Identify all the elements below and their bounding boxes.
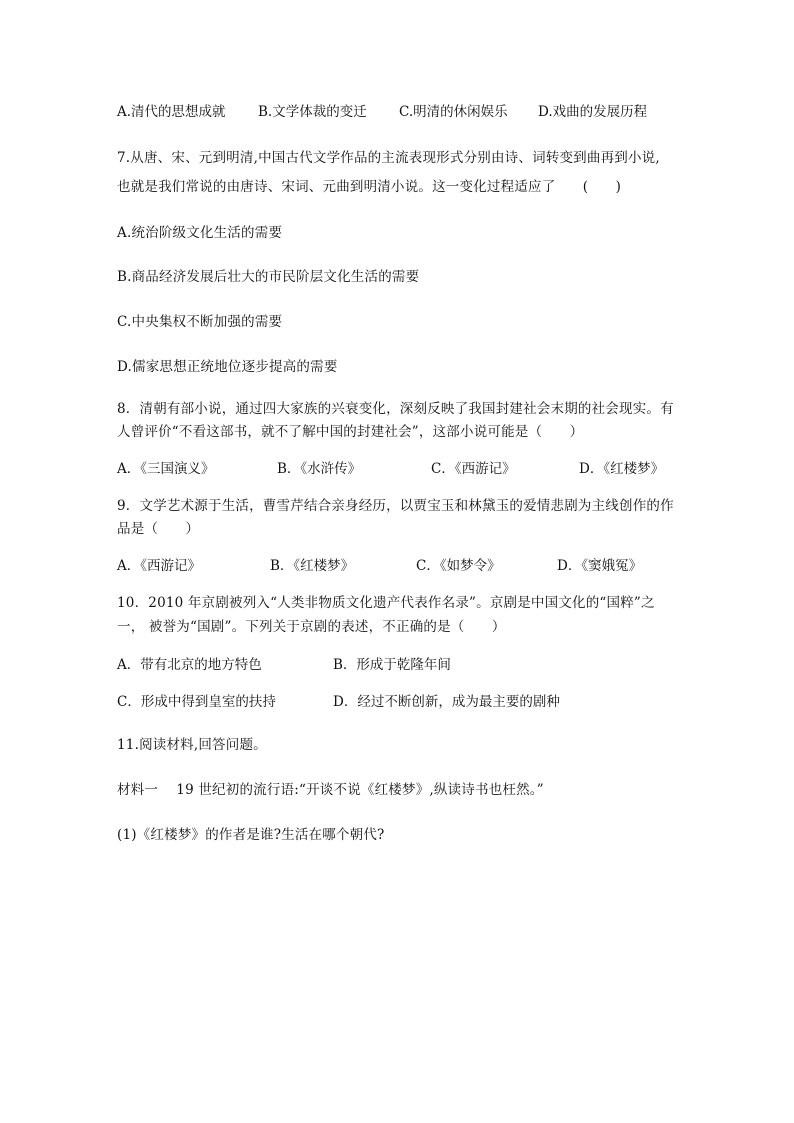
q9-option-c: C．《如梦令》 [416,558,501,574]
q10-option-a: A．带有北京的地方特色 [117,657,262,673]
q10-option-d: D．经过不断创新，成为最主要的剧种 [333,694,560,710]
q8-stem-line2: 人曾评价“不看这部书，就不了解中国的封建社会”，这部小说可能是（ ） [117,424,584,440]
q8-stem-line1: 8．清朝有部小说，通过四大家族的兴衰变化，深刻反映了我国封建社会末期的社会现实。有 [117,401,674,417]
q11-sub1: (1)《红楼梦》的作者是谁?生活在哪个朝代? [117,827,385,843]
q8-option-d: D．《红楼梦》 [579,461,665,477]
q9-option-d: D．《窦娥冤》 [557,558,643,574]
q10-stem-line1: 10．2010 年京剧被列入“人类非物质文化遗产代表作名录”。京剧是中国文化的“国粹”之 [117,595,655,611]
q9-option-a: A．《西游记》 [117,558,201,574]
q6-option-c: C.明清的休闲娱乐 [399,104,508,120]
q8-option-b: B．《水浒传》 [277,461,362,477]
q11-material1: 材料一 19 世纪初的流行语:“开谈不说《红楼梦》,纵读诗书也枉然。” [117,782,544,798]
q8-option-a: A．《三国演义》 [117,461,215,477]
q8-option-c: C．《西游记》 [431,461,516,477]
q10-option-c: C．形成中得到皇室的扶持 [117,694,276,710]
q7-option-a: A.统治阶级文化生活的需要 [117,225,283,241]
q9-stem-line2: 品是（ ） [117,521,200,537]
q7-option-c: C.中央集权不断加强的需要 [117,314,283,330]
q7-option-d: D.儒家思想正统地位逐步提高的需要 [117,359,338,375]
q7-stem-line2: 也就是我们常说的由唐诗、宋词、元曲到明清小说。这一变化过程适应了 ( ) [117,179,622,195]
q6-option-a: A.清代的思想成就 [117,104,226,120]
q9-option-b: B．《红楼梦》 [270,558,355,574]
q9-stem-line1: 9．文学艺术源于生活，曹雪芹结合亲身经历，以贾宝玉和林黛玉的爱情悲剧为主线创作的作 [117,498,674,514]
q7-stem-line1: 7.从唐、宋、元到明清,中国古代文学作品的主流表现形式分别由诗、词转变到曲再到小说, [117,150,660,166]
q7-option-b: B.商品经济发展后壮大的市民阶层文化生活的需要 [117,269,420,285]
q10-option-b: B．形成于乾隆年间 [333,657,451,673]
q10-stem-line2: 一， 被誉为“国剧”。下列关于京剧的表述，不正确的是（ ） [117,619,506,635]
q6-option-d: D.戏曲的发展历程 [538,104,648,120]
q6-option-b: B.文学体裁的变迁 [258,104,367,120]
q11-stem: 11.阅读材料,回答问题。 [117,737,267,753]
